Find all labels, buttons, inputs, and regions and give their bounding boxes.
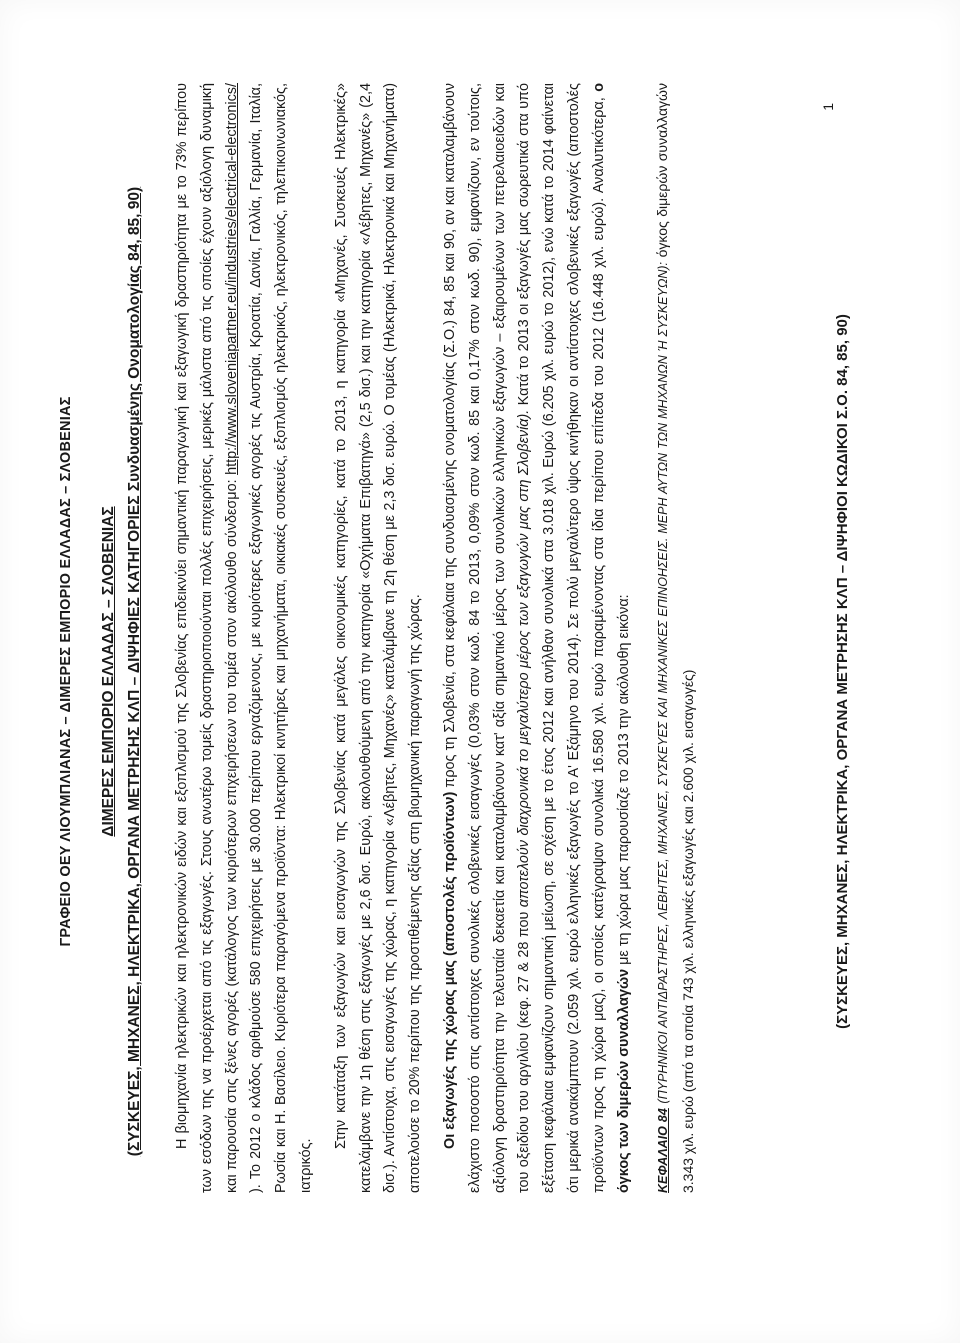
paragraph-industry-text-b: ). Το 2012 ο κλάδος αριθμούσε 580 επιχειρήσεις με 30.000 περίπου εργαζόμενους, με κυριότερες εξαγωγικές αγορές τις Αυστρία, Κροατία, Δανία, Γαλλία, Γερμανία, Ιταλία, Ρωσία και Η. Βασίλειο. Κυριότερα παραγόμενα προϊόντα: Ηλεκτρικοί κινητήρες και μηχανήματα, οικιακές συσκευές, εξοπλισμός ηλεκτρικός, ηλεκτρονικός, τηλεπικοινωνιακός, ιατρικός. [248,83,314,1193]
paragraph-exports [438,83,636,1193]
chapter-84-description: (ΠΥΡΗΝΙΚΟΙ ΑΝΤΙΔΡΑΣΤΗΡΕΣ, ΛΕΒΗΤΕΣ, ΜΗΧΑΝΕΣ, ΣΥΣΚΕΥΕΣ ΚΑΙ ΜΗΧΑΝΙΚΕΣ ΕΠΙΝΟΗΣΕΙΣ. ΜΕΡΗ ΑΥΤΩΝ ΤΩΝ ΜΗΧΑΝΩΝ Ή ΣΥΣΚΕΥΩΝ): [656,261,671,1104]
paragraph-exports-text-c: με τη χώρα μας παρουσίαζε το 2013 την ακόλουθη εικόνα: [615,594,632,965]
companies-link[interactable]: http://www.sloveniapartner.eu/industries/electrical-electronics/ [223,82,240,475]
exports-heading: Οι εξαγωγές της χώρας μας (αποστολές προϊόντων) [441,791,458,1149]
paragraph-industry-text-a: Η βιομηχανία ηλεκτρικών και ηλεκτρονικών ειδών και εξοπλισμού της Σλοβενίας επιδεικνύει σημαντική παραγωγική και εξαγωγική δραστηριότητα με το 73% περίπου των εσόδων της να προέρχεται από τις εξαγωγές. Στους ανωτέρω τομείς δραστηριοποιούνται πολλές επιχειρήσεις, μερικές μάλιστα από τις οποίες έχουν αξιόλογη δυναμική και παρουσία στις ξένες αγορές (κατάλογος των κυριότερων επιχειρήσεων του τομέα στον ακόλουθο σύνδεσμο: [174,83,240,1193]
chapter-84-volume: όγκος διμερών συναλλαγών 3.343 χιλ. ευρώ (από τα οποία 743 χιλ. ελληνικές εξαγωγές και 2.600 χιλ. εισαγωγές) [654,83,697,1193]
document-subtitle: (ΣΥΣΚΕΥΕΣ, ΜΗΧΑΝΕΣ, ΗΛΕΚΤΡΙΚΑ, ΟΡΓΑΝΑ ΜΕΤΡΗΣΗΣ ΚΛΠ – ΔΙΨΗΦΙΕΣ ΚΑΤΗΓΟΡΙΕΣ Συνδυασμένης Ονοματολογίας 84, 85, 90) [126,186,143,1157]
document-title: ΔΙΜΕΡΕΣ ΕΜΠΟΡΙΟ ΕΛΛΑΔΑΣ – ΣΛΟΒΕΝΙΑΣ [100,506,117,837]
chapter-84-label: ΚΕΦΑΛΑΙΟ 84 [656,1108,671,1193]
paragraph-exports-text-b: Κατά το 2013 οι εξαγωγές μας σωρευτικά στα υπό εξέταση κεφάλαια εμφανίζουν σημαντική μείωση, σε σχέση με το έτος 2012 και ανήλθαν συνολικά στα 3.018 χιλ. Ευρώ (6.205 χιλ. ευρώ το 2012), ενώ κατά το 2014 φαίνεται ότι μερικά ανακάμπτουν (2.059 χιλ. ευρώ ελληνικές εξαγωγές το Α' Εξάμηνο του 2014). Σε πολύ μεγαλύτερο ύψος κινήθηκαν οι αντίστοιχες σλοβενικές εξαγωγές (αποστολές προϊόντων προς τη χώρα μας), οι οποίες κατέγραψαν συνολικά 16.580 χιλ. ευρώ παραμένοντας στα ίδια περίπου επίπεδα του 2012 (16.448 χιλ. ευρώ). Αναλυτικότερα, [516,82,607,1193]
footer-title: (ΣΥΣΚΕΥΕΣ, ΜΗΧΑΝΕΣ, ΗΛΕΚΤΡΙΚΑ, ΟΡΓΑΝΑ ΜΕΤΡΗΣΗΣ ΚΛΠ – ΔΙΨΗΦΙΟΙ ΚΩΔΙΚΟΙ Σ.Ο. 84, 85, 90) [834,314,851,1029]
page-number: 1 [820,103,836,111]
paragraph-industry [170,83,319,1193]
paragraph-ranking: Στην κατάταξη των εξαγωγών και εισαγωγών της Σλοβενίας κατά μεγάλες οικονομικές κατηγορίες, κατά το 2013, η κατηγορία «Μηχανές, Συσκευές Ηλεκτρικές» κατελάμβανε την 1η θέση στις εξαγωγές με 2,6 δισ. Ευρώ, ακολουθούμενη από την κατηγορία «Οχήματα Επιβατηγά» (2,5 δισ.) και την κατηγορία «Λέβητες, Μηχανές» (2,4 δισ.). Αντίστοιχα, στις εισαγωγές της χώρας, η κατηγορία «Λέβητες, Μηχανές» κατελάμβανε τη 2η θέση με 2,3 δισ. ευρώ. Ο τομέας (Ηλεκτρικά, Ηλεκτρονικά και Μηχανήματα) αποτελούσε το 20% περίπου της προστιθέμενης αξίας στη βιομηχανική παραγωγή της χώρας. [332,83,424,1193]
office-header: ΓΡΑΦΕΙΟ ΟΕΥ ΛΙΟΥΜΠΛΙΑΝΑΣ – ΔΙΜΕΡΕΣ ΕΜΠΟΡΙΟ ΕΛΛΑΔΑΣ – ΣΛΟΒΕΝΙΑΣ [58,396,74,947]
bilateral-volume-emphasis: ο όγκος των διμερών συναλλαγών [590,83,632,1193]
document-body [170,83,712,1193]
paragraph-exports-text-a: προς τη Σλοβενία, στα κεφάλαια της συνδυασμένης ονοματολογίας (Σ.Ο.) 84, 85 και 90, αν και καταλαμβάνουν ελάχιστο ποσοστό στις αντίστοιχες συνολικές σλοβενικές εισαγωγές (0,03% στον κωδ. 84 το 2013, 0,09% στον κωδ. 85 και 0,17% στον κωδ. 90), εμφανίζουν, εν τούτοις, αξιόλογη δραστηριότητα την τελευταία δεκαετία και καταλαμβάνουν κατ' αξία σημαντικό μέρος των συνολικών ελληνικών εξαγωγών – εξαιρουμένων των πετρελαιοειδών και του οξειδίου του αργιλίου (κεφ. 27 & 28 που [441,83,533,1193]
chapter-84-note [650,83,702,1193]
paragraph-exports-italic: αποτελούν διαχρονικά το μεγαλύτερο μέρος των εξαγωγών μας στη Σλοβενία). [516,409,533,908]
